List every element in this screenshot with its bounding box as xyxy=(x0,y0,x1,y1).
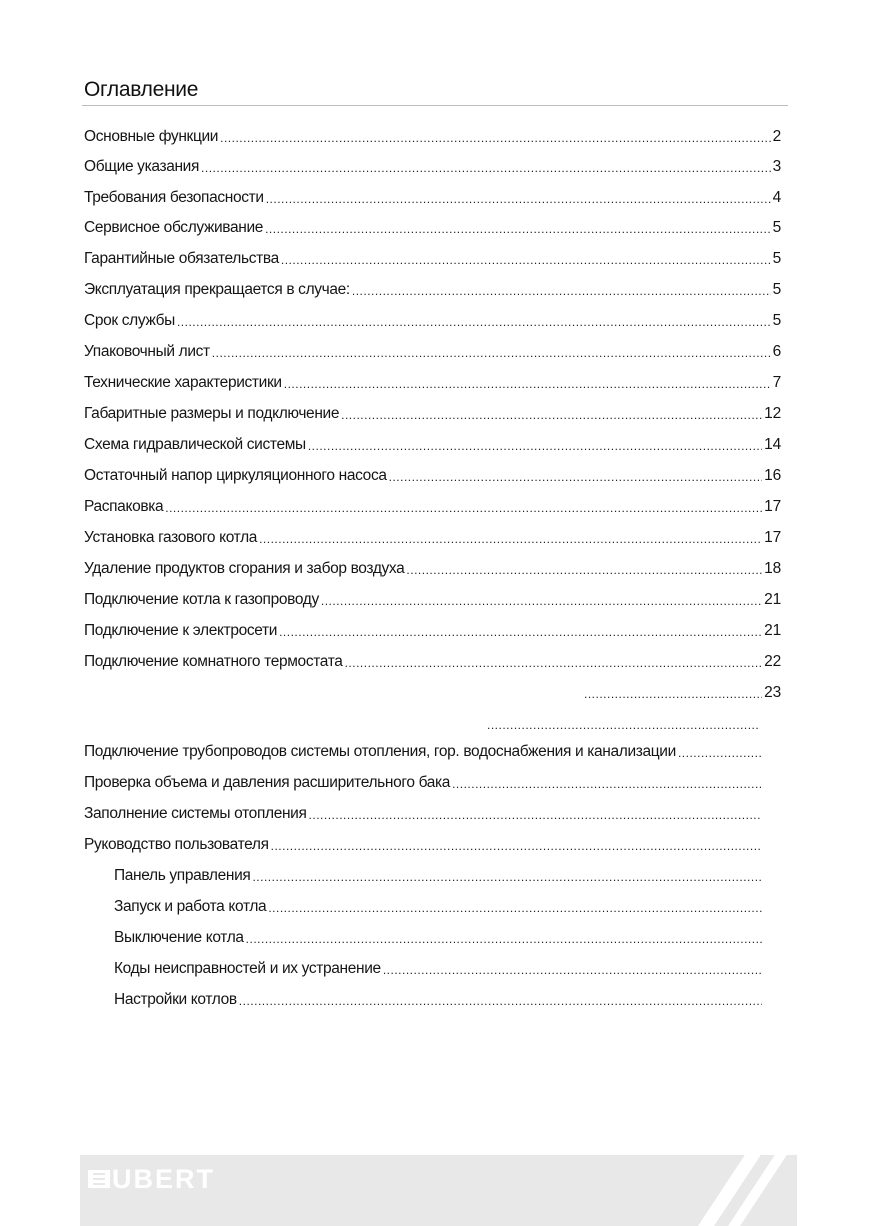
toc-entry-label: Упаковочный лист xyxy=(84,343,210,360)
toc-dot-leader xyxy=(266,190,771,208)
toc-entry-label: Проверка объема и давления расширительного бака xyxy=(84,774,451,791)
toc-dot-leader xyxy=(345,654,763,672)
toc-entry-label: Руководство пользователя xyxy=(84,836,269,853)
toc-entry-label: Технические характеристики xyxy=(84,374,282,391)
toc-entry-page-number: 22 xyxy=(764,653,781,670)
toc-entry-label: Распаковка xyxy=(84,498,164,515)
toc-entry-page-number: 7 xyxy=(772,374,781,391)
toc-entry-label: Срок службы xyxy=(84,312,175,329)
toc-dot-leader xyxy=(308,437,762,455)
toc-dot-leader xyxy=(259,530,762,548)
toc-dot-leader xyxy=(165,499,762,517)
toc-entry-page-number: 21 xyxy=(764,591,781,608)
toc-entry[interactable] xyxy=(84,218,781,238)
toc-dot-leader xyxy=(252,868,762,886)
toc-dot-leader xyxy=(212,344,771,362)
toc-entry-page-number: 17 xyxy=(764,498,781,515)
toc-dot-leader xyxy=(279,623,762,641)
toc-dot-leader xyxy=(220,129,770,147)
toc-dot-leader xyxy=(406,561,762,579)
toc-dot-leader xyxy=(271,837,762,855)
toc-entry[interactable] xyxy=(84,835,764,855)
toc-dot-leader xyxy=(281,251,771,269)
toc-entry-label: Основные функции xyxy=(84,128,219,145)
toc-dot-leader xyxy=(452,775,762,793)
toc-dot-leader xyxy=(265,220,771,238)
toc-entry-page-number: 3 xyxy=(772,158,781,175)
brand-logo xyxy=(88,1164,215,1194)
toc-dot-leader xyxy=(584,685,762,703)
toc-dot-leader xyxy=(487,716,760,734)
toc-dot-leader xyxy=(341,406,762,424)
toc-entry[interactable] xyxy=(84,804,764,824)
toc-entry-page-number: 5 xyxy=(772,281,781,298)
toc-entry-page-number: 4 xyxy=(772,189,781,206)
toc-entry-label: Габаритные размеры и подключение xyxy=(84,405,340,422)
toc-entry[interactable] xyxy=(582,683,781,703)
toc-entry[interactable] xyxy=(84,404,781,424)
brand-name: UBERT xyxy=(112,1163,215,1194)
toc-entry[interactable] xyxy=(84,497,781,517)
toc-entry[interactable] xyxy=(84,373,781,393)
toc-entry[interactable] xyxy=(84,249,781,269)
toc-entry-label: Удаление продуктов сгорания и забор воздуха xyxy=(84,560,405,577)
toc-entry-label: Настройки котлов xyxy=(114,991,237,1008)
toc-entry-page-number: 14 xyxy=(764,436,781,453)
toc-entry[interactable] xyxy=(84,742,764,762)
toc-entry[interactable] xyxy=(84,559,781,579)
toc-entry[interactable] xyxy=(84,188,781,208)
toc-entry-label: Установка газового котла xyxy=(84,529,258,546)
toc-dot-leader xyxy=(383,961,762,979)
toc-entry[interactable] xyxy=(84,466,781,486)
toc-entry[interactable] xyxy=(84,590,781,610)
page-title: Оглавление xyxy=(84,78,199,101)
toc-entry[interactable] xyxy=(114,959,764,979)
hubert-h-logo-icon xyxy=(88,1169,110,1189)
toc-dot-leader xyxy=(309,806,762,824)
toc-entry-page-number: 18 xyxy=(764,560,781,577)
toc-entry[interactable] xyxy=(84,773,764,793)
toc-dot-leader xyxy=(389,468,763,486)
toc-entry[interactable] xyxy=(84,528,781,548)
toc-entry-label: Панель управления xyxy=(114,867,251,884)
toc-entry[interactable] xyxy=(84,157,781,177)
toc-entry[interactable] xyxy=(114,990,764,1010)
toc-entry-label: Подключение котла к газопроводу xyxy=(84,591,319,608)
toc-entry-page-number: 23 xyxy=(764,684,781,701)
toc-dot-leader xyxy=(239,992,762,1010)
toc-entry-label: Подключение комнатного термостата xyxy=(84,653,343,670)
toc-entry-page-number: 21 xyxy=(764,622,781,639)
toc-entry-label: Сервисное обслуживание xyxy=(84,219,264,236)
toc-entry[interactable] xyxy=(84,311,781,331)
toc-entry-label: Эксплуатация прекращается в случае: xyxy=(84,281,350,298)
toc-dot-leader xyxy=(177,313,771,331)
toc-dot-leader xyxy=(352,282,771,300)
toc-entry-label: Заполнение системы отопления xyxy=(84,805,307,822)
toc-entry-page-number: 6 xyxy=(772,343,781,360)
toc-entry-label: Коды неисправностей и их устранение xyxy=(114,960,381,977)
toc-entry-label: Гарантийные обязательства xyxy=(84,250,279,267)
toc-entry-page-number: 16 xyxy=(764,467,781,484)
toc-entry-label: Подключение трубопроводов системы отопления, гор. водоснабжения и канализации xyxy=(84,743,676,760)
toc-entry-label: Подключение к электросети xyxy=(84,622,278,639)
toc-entry-label: Остаточный напор циркуляционного насоса xyxy=(84,467,387,484)
toc-entry[interactable] xyxy=(84,435,781,455)
toc-entry-page-number: 12 xyxy=(764,405,781,422)
toc-dot-leader xyxy=(201,159,771,177)
toc-entry[interactable] xyxy=(84,621,781,641)
toc-entry-label: Требования безопасности xyxy=(84,189,264,206)
toc-entry[interactable] xyxy=(114,866,764,886)
toc-entry[interactable] xyxy=(84,342,781,362)
toc-entry[interactable] xyxy=(485,716,762,734)
toc-entry-page-number: 17 xyxy=(764,529,781,546)
toc-dot-leader xyxy=(321,592,762,610)
toc-entry[interactable] xyxy=(84,127,781,147)
toc-entry-page-number: 5 xyxy=(772,250,781,267)
toc-entry[interactable] xyxy=(84,652,781,672)
toc-entry-page-number: 5 xyxy=(772,219,781,236)
toc-dot-leader xyxy=(284,375,771,393)
toc-entry-label: Схема гидравлической системы xyxy=(84,436,306,453)
toc-entry[interactable] xyxy=(114,897,764,917)
toc-entry-page-number: 5 xyxy=(772,312,781,329)
toc-dot-leader xyxy=(268,899,762,917)
toc-entry[interactable] xyxy=(84,280,781,300)
toc-entry[interactable] xyxy=(114,928,764,948)
toc-dot-leader xyxy=(246,930,762,948)
toc-dot-leader xyxy=(678,744,762,762)
toc-entry-page-number: 2 xyxy=(772,128,781,145)
toc-entry-label: Запуск и работа котла xyxy=(114,898,267,915)
decorative-stripes-icon xyxy=(640,1135,800,1226)
toc-entry-label: Общие указания xyxy=(84,158,200,175)
toc-entry-label: Выключение котла xyxy=(114,929,244,946)
